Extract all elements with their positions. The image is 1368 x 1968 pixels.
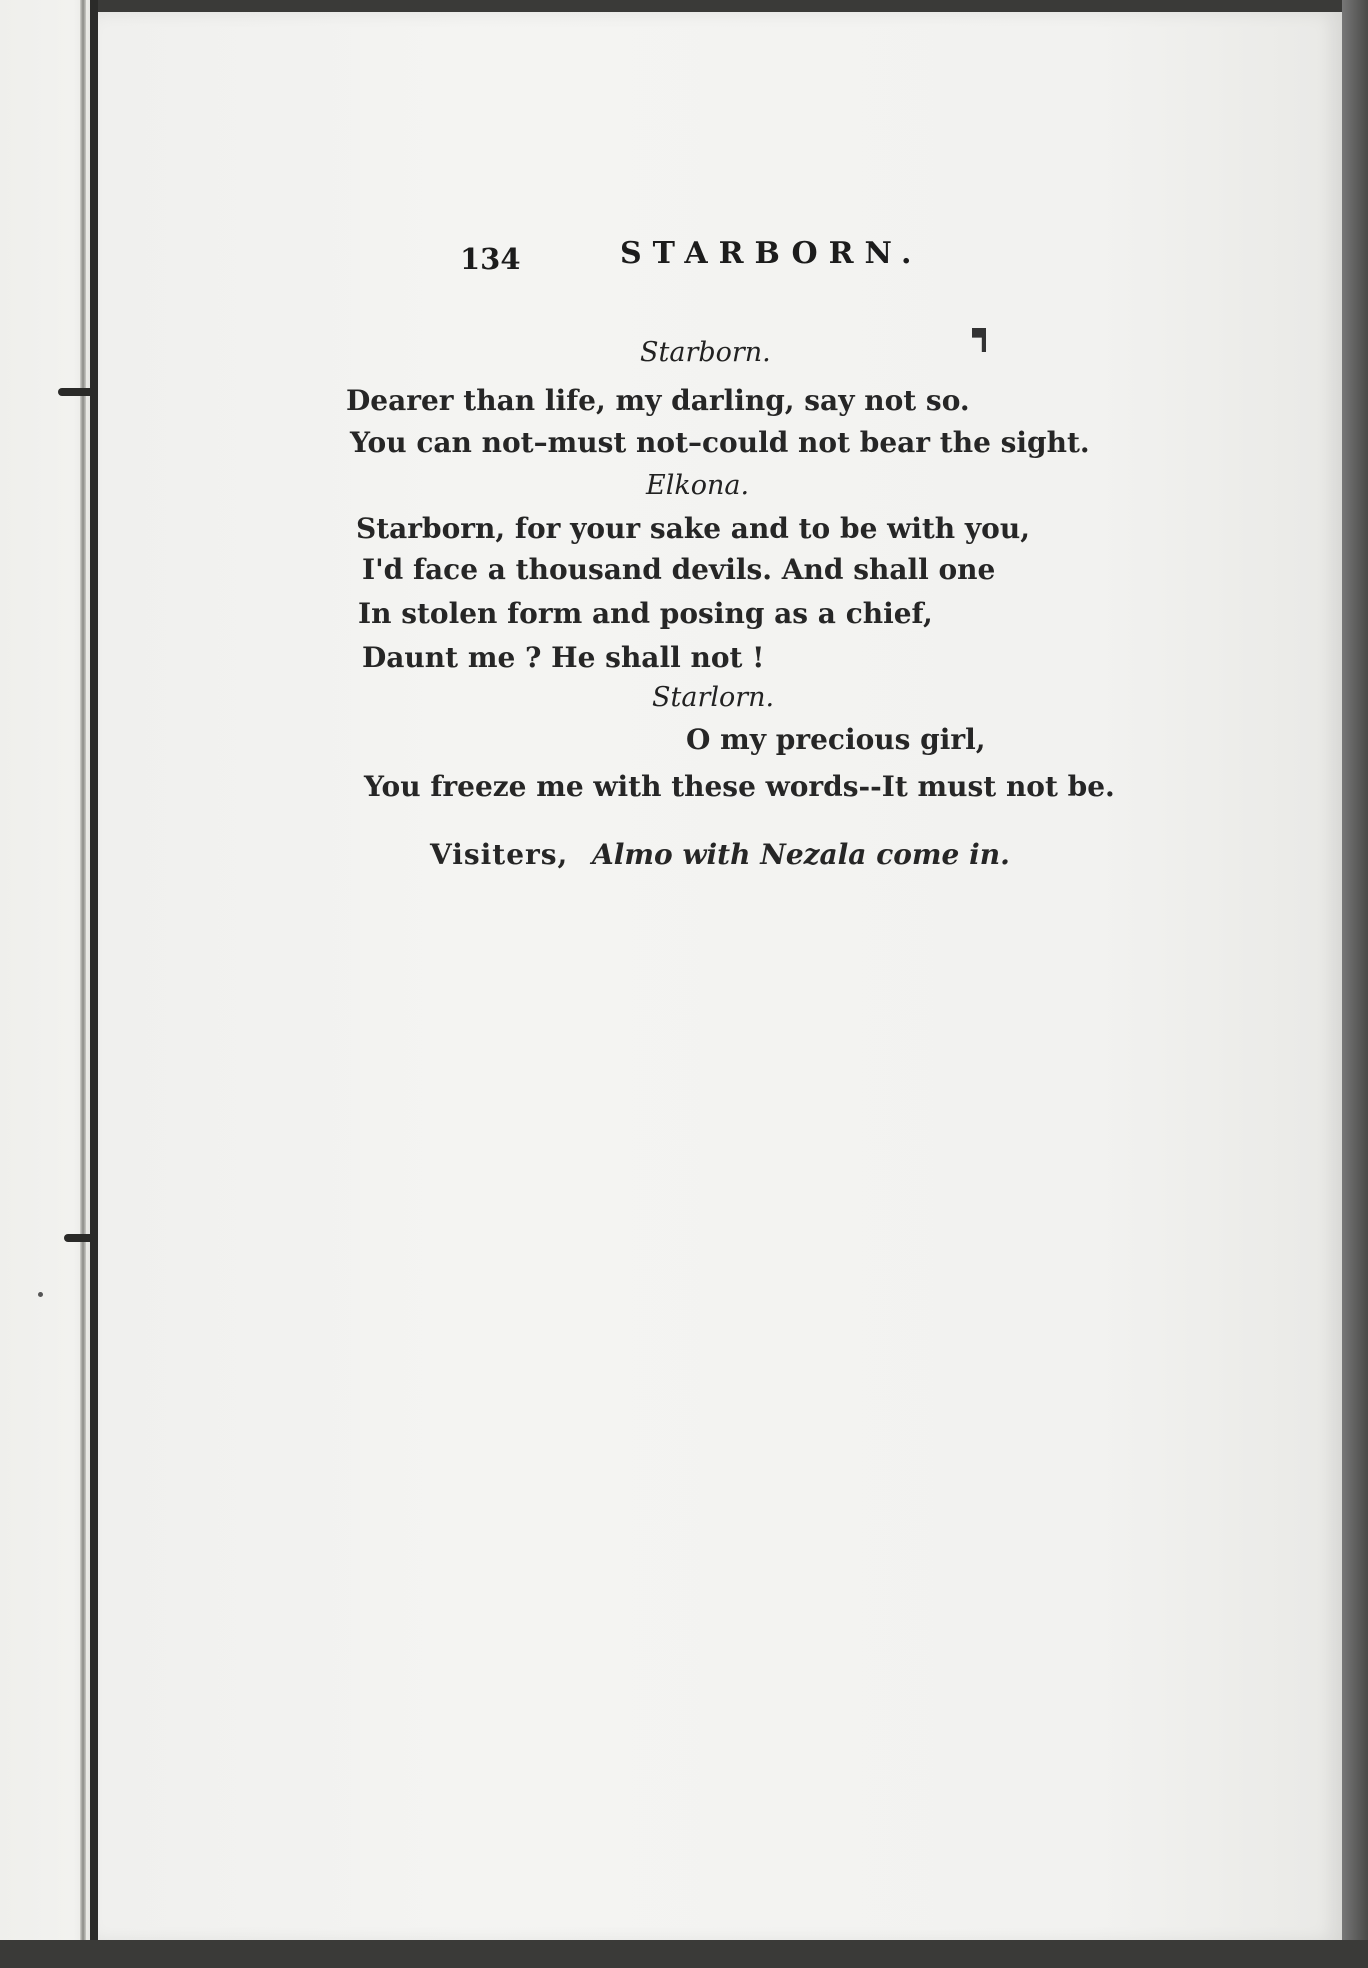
verse-line: Daunt me ? He shall not !	[362, 641, 765, 674]
speaker-name: Starborn.	[640, 337, 771, 368]
running-title: STARBORN.	[620, 236, 923, 271]
binding-gutter	[80, 0, 86, 1968]
book-page	[98, 12, 1342, 1942]
stage-direction-rest: Almo with Nezala come in.	[592, 838, 1010, 871]
flyleaf	[0, 0, 92, 1968]
verse-line: O my precious girl,	[686, 723, 986, 756]
verse-line: I'd face a thousand devils. And shall one	[362, 553, 996, 586]
verse-line: Dearer than life, my darling, say not so.	[346, 384, 970, 417]
speaker-name: Starlorn.	[652, 682, 775, 713]
page-edge	[1342, 0, 1368, 1968]
verse-line: Starborn, for your sake and to be with you,	[356, 512, 1030, 545]
verse-line: You freeze me with these words--It must not be.	[364, 770, 1115, 803]
stage-direction	[430, 838, 1010, 871]
stage-direction-lead: Visiters,	[430, 838, 569, 871]
speck	[38, 1292, 43, 1297]
speaker-name: Elkona.	[646, 470, 750, 501]
bottom-edge	[0, 1940, 1368, 1968]
verse-line: You can not–must not–could not bear the sight.	[350, 426, 1090, 459]
page-number: 134	[460, 242, 521, 276]
verse-line: In stolen form and posing as a chief,	[358, 597, 933, 630]
gutter-shadow	[90, 0, 98, 1968]
